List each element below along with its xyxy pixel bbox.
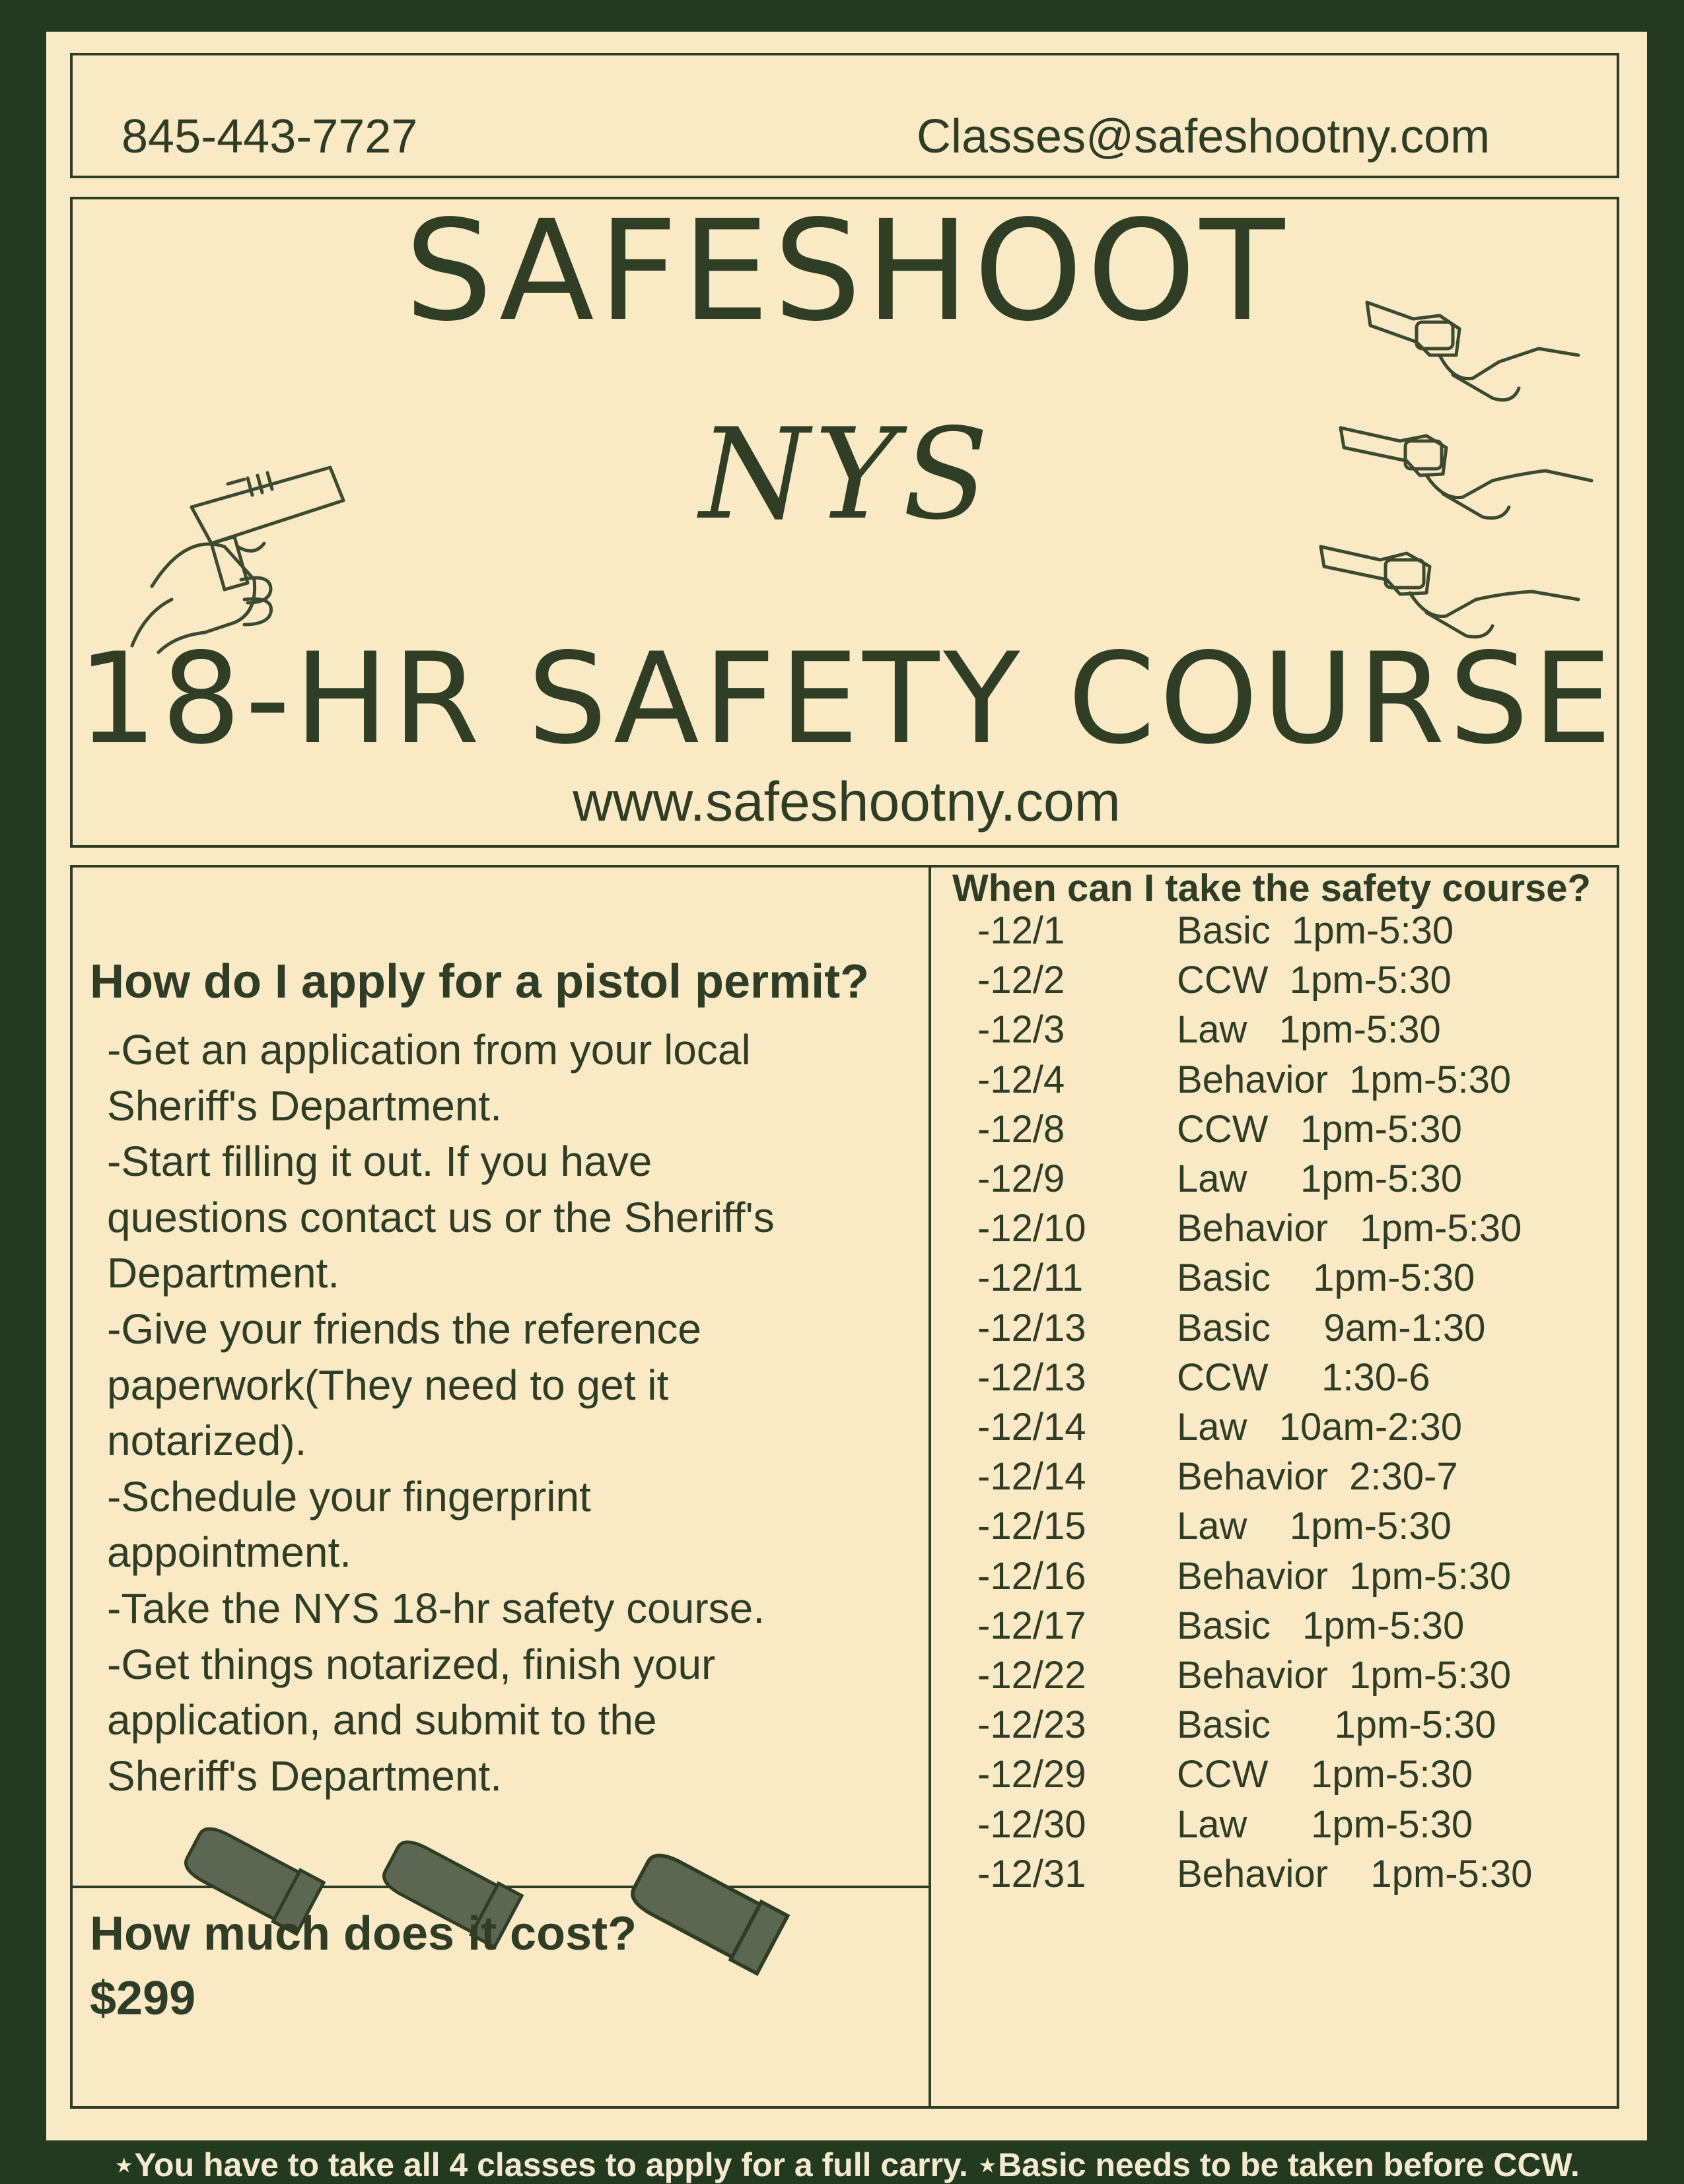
schedule-date: -12/1 xyxy=(977,909,1065,952)
schedule-class: CCW 1:30-6 xyxy=(1177,1355,1430,1399)
schedule-class: Law 1pm-5:30 xyxy=(1177,1505,1452,1548)
apply-step-line: Sheriff's Department. xyxy=(107,1752,502,1800)
schedule-class: Basic 1pm-5:30 xyxy=(1177,909,1454,952)
state-title: NYS xyxy=(699,401,994,547)
schedule-class: Behavior 1pm-5:30 xyxy=(1177,1654,1512,1697)
schedule-date: -12/31 xyxy=(977,1852,1086,1895)
schedule-class: Behavior 1pm-5:30 xyxy=(1177,1554,1512,1598)
footer-note: ⋆You have to take all 4 classes to apply for a full carry. ⋆Basic needs to be taken before CCW. xyxy=(114,2146,1580,2183)
apply-step-line: -Schedule your fingerprint xyxy=(107,1472,591,1520)
schedule-date: -12/30 xyxy=(977,1802,1086,1846)
apply-step-line: -Get an application from your local xyxy=(107,1026,751,1074)
schedule-class: Basic 1pm-5:30 xyxy=(1177,1604,1465,1647)
apply-step-line: Sheriff's Department. xyxy=(107,1081,502,1130)
apply-step-line: -Get things notarized, finish your xyxy=(107,1640,716,1688)
bullet-icon xyxy=(614,1854,812,1973)
apply-step-line: -Take the NYS 18-hr safety course. xyxy=(107,1584,765,1632)
schedule-date: -12/29 xyxy=(977,1753,1086,1796)
schedule-date: -12/14 xyxy=(977,1455,1086,1499)
schedule-title: When can I take the safety course? xyxy=(952,867,1591,910)
schedule-date: -12/16 xyxy=(977,1554,1086,1598)
schedule-date: -12/14 xyxy=(977,1406,1086,1449)
schedule-class: CCW 1pm-5:30 xyxy=(1177,1753,1473,1796)
schedule-class: Basic 1pm-5:30 xyxy=(1177,1256,1475,1300)
apply-step-line: paperwork(They need to get it xyxy=(107,1361,669,1409)
schedule-class: Law 1pm-5:30 xyxy=(1177,1802,1473,1846)
cost-question: How much does it cost? xyxy=(90,1907,637,1960)
schedule-date: -12/13 xyxy=(977,1306,1086,1349)
apply-step-line: -Start filling it out. If you have xyxy=(107,1138,652,1186)
schedule-date: -12/8 xyxy=(977,1107,1065,1151)
schedule-date: -12/4 xyxy=(977,1058,1065,1101)
schedule-class: Law 1pm-5:30 xyxy=(1177,1157,1462,1200)
schedule-date: -12/15 xyxy=(977,1505,1086,1548)
schedule-class: Law 1pm-5:30 xyxy=(1177,1008,1441,1052)
schedule-date: -12/17 xyxy=(977,1604,1086,1647)
schedule-date: -12/2 xyxy=(977,959,1065,1002)
schedule-date: -12/3 xyxy=(977,1008,1065,1052)
schedule-class: Basic 1pm-5:30 xyxy=(1177,1703,1496,1747)
schedule-date: -12/22 xyxy=(977,1654,1086,1697)
schedule-class: Law 10am-2:30 xyxy=(1177,1406,1463,1449)
apply-step-line: application, and submit to the xyxy=(107,1696,657,1744)
schedule-class: Basic 9am-1:30 xyxy=(1177,1306,1486,1349)
schedule-class: Behavior 1pm-5:30 xyxy=(1177,1852,1533,1895)
schedule-class: Behavior 2:30-7 xyxy=(1177,1455,1458,1499)
schedule-class: CCW 1pm-5:30 xyxy=(1177,1107,1462,1151)
pistol-in-hand-icon xyxy=(112,415,390,665)
apply-step-line: appointment. xyxy=(107,1528,352,1577)
website-link[interactable]: www.safeshootny.com xyxy=(573,770,1121,833)
apply-steps xyxy=(107,1022,919,1804)
schedule-date: -12/23 xyxy=(977,1703,1086,1747)
schedule-date: -12/11 xyxy=(977,1256,1084,1300)
apply-question: How do I apply for a pistol permit? xyxy=(90,955,870,1008)
apply-step-line: -Give your friends the reference xyxy=(107,1305,701,1353)
schedule-class: Behavior 1pm-5:30 xyxy=(1177,1207,1522,1250)
apply-step-line: notarized). xyxy=(107,1417,307,1465)
course-title: 18-HR SAFETY COURSE xyxy=(77,626,1616,772)
apply-step-line: questions contact us or the Sheriff's xyxy=(107,1193,775,1241)
schedule-date: -12/13 xyxy=(977,1355,1086,1399)
brand-title: SAFESHOOT xyxy=(404,190,1289,352)
flyer xyxy=(46,32,1647,2140)
apply-step-line: Department. xyxy=(107,1249,340,1297)
email-address[interactable]: Classes@safeshootny.com xyxy=(917,110,1491,163)
price-value: $299 xyxy=(90,1972,196,2025)
schedule-class: Behavior 1pm-5:30 xyxy=(1177,1058,1512,1101)
schedule-date: -12/10 xyxy=(977,1207,1086,1250)
phone-number[interactable]: 845-443-7727 xyxy=(122,110,418,163)
revolver-in-hand-icon xyxy=(1301,283,1618,652)
schedule-date: -12/9 xyxy=(977,1157,1065,1200)
schedule-class: CCW 1pm-5:30 xyxy=(1177,959,1452,1002)
